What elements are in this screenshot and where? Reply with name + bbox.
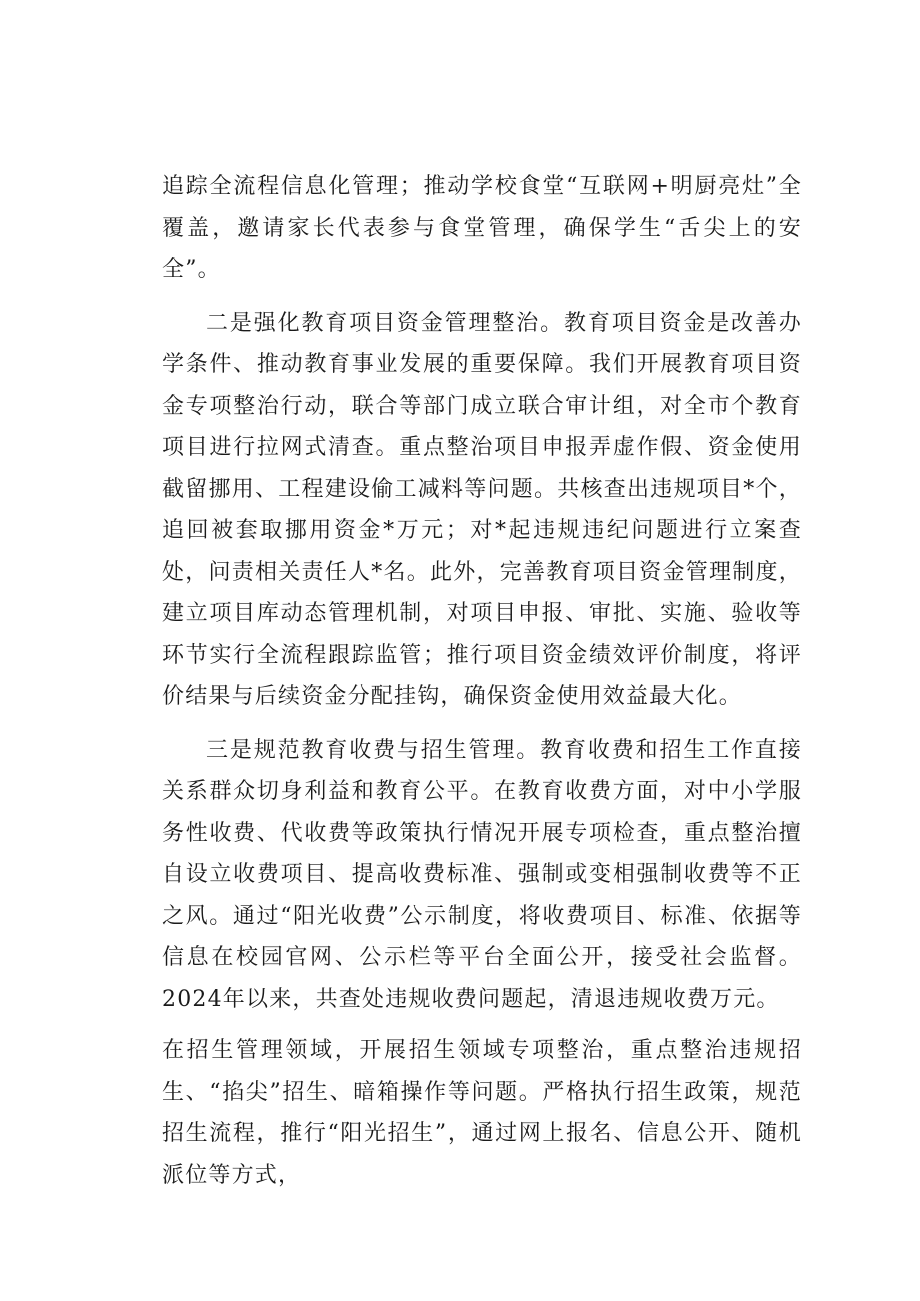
paragraph-enrollment-management: 在招生管理领域，开展招生领域专项整治，重点整治违规招生、“掐尖”招生、暗箱操作等问题。严格执行招生政策，规范招生流程，推行“阳光招生”，通过网上报名、信息公开、随机派位等方式， — [162, 1038, 802, 1188]
paragraph-fees-enrollment: 三是规范教育收费与招生管理。教育收费和招生工作直接关系群众切身利益和教育公平。在教育收费方面，对中小学服务性收费、代收费等政策执行情况开展专项检查，重点整治擅自设立收费项目、提高收费标准、强制或变相强制收费等不正之风。通过“阳光收费”公示制度，将收费项目、标准、依据等信息在校园官网、公示栏等平台全面公开，接受社会监督。2024年以来，共查处违规收费问题起，清退违规收费万元。 — [162, 737, 802, 1012]
paragraph-canteen-continuation: 追踪全流程信息化管理；推动学校食堂“互联网+明厨亮灶”全覆盖，邀请家长代表参与食堂管理，确保学生“舌尖上的安全”。 — [162, 174, 802, 282]
paragraph-project-funds: 二是强化教育项目资金管理整治。教育项目资金是改善办学条件、推动教育事业发展的重要保障。我们开展教育项目资金专项整治行动，联合等部门成立联合审计组，对全市个教育项目进行拉网式清查。重点整治项目申报弄虚作假、资金使用截留挪用、工程建设偷工减料等问题。共核查出违规项目*个，追回被套取挪用资金*万元；对*起违规违纪问题进行立案查处，问责相关责任人*名。此外，完善教育项目资金管理制度，建立项目库动态管理机制，对项目申报、审批、实施、验收等环节实行全流程跟踪监管；推行项目资金绩效评价制度，将评价结果与后续资金分配挂钩，确保资金使用效益最大化。 — [162, 310, 802, 709]
document-body — [162, 166, 802, 1196]
